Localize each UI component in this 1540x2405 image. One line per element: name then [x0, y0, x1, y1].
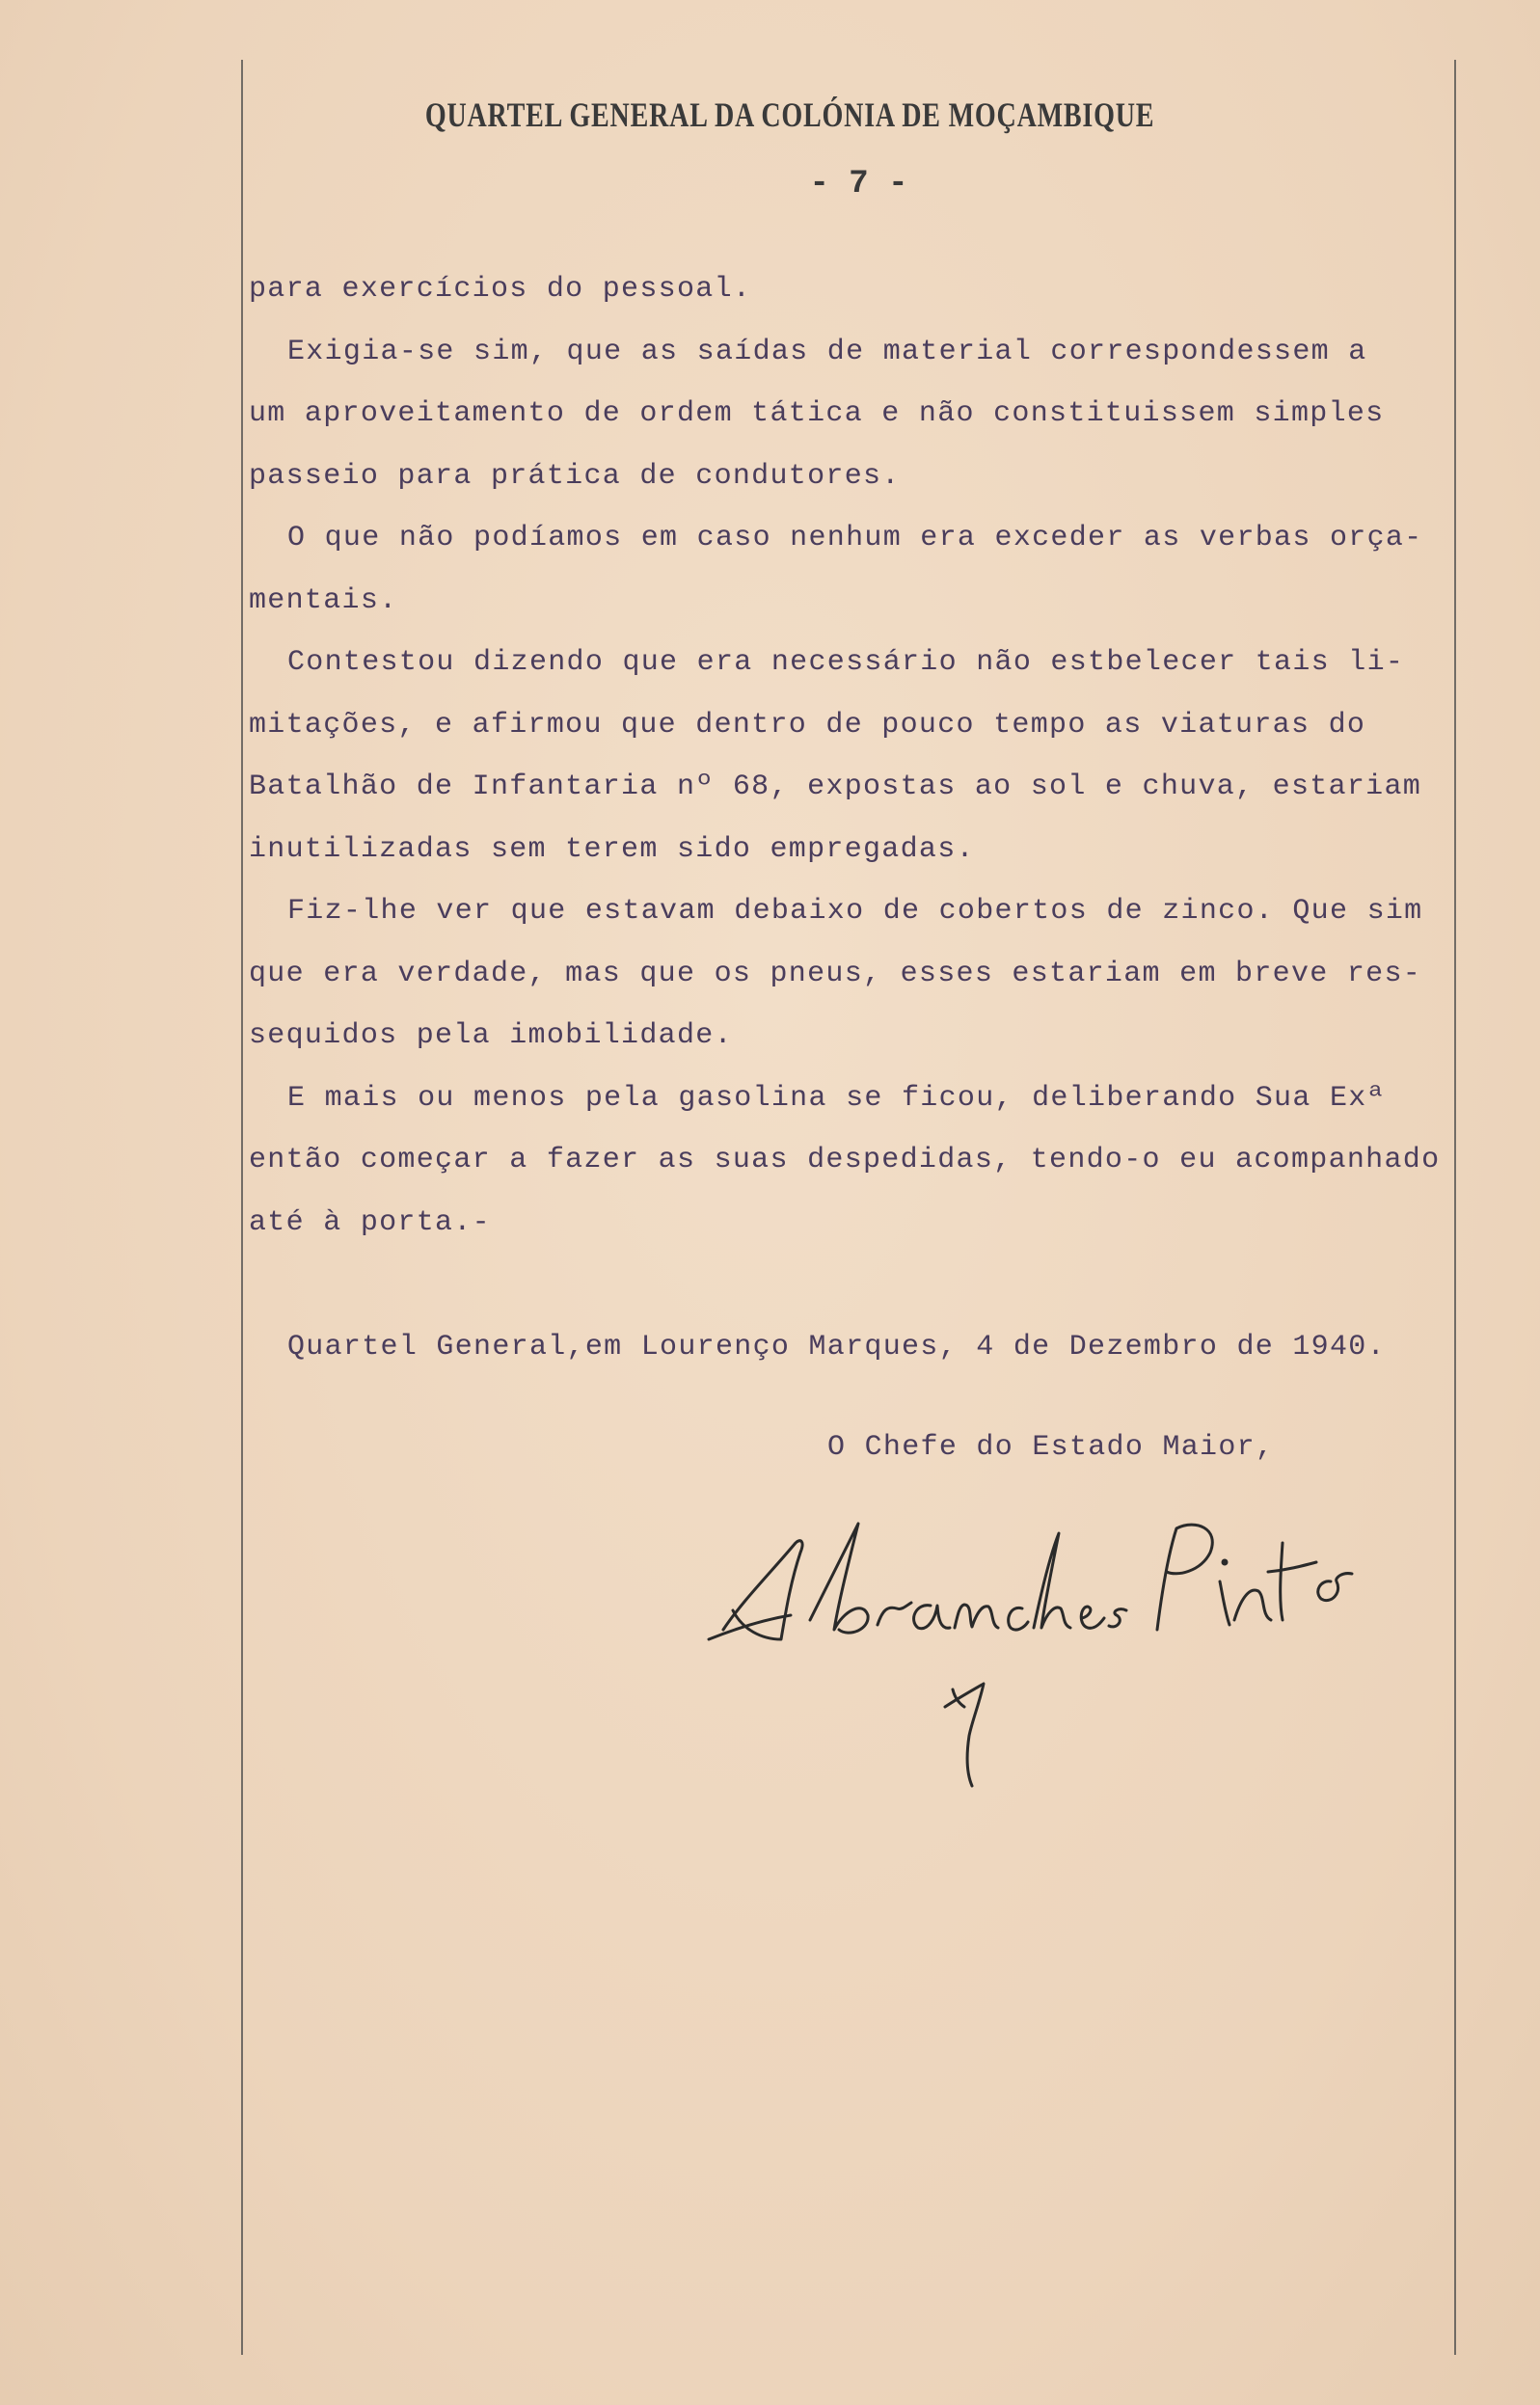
body-line: que era verdade, mas que os pneus, esses estariam em breve res-: [249, 957, 1422, 990]
body-line: mentais.: [249, 583, 398, 617]
body-line: O que não podíamos em caso nenhum era exceder as verbas orça-: [287, 522, 1423, 554]
letterhead-title: QUARTEL GENERAL DA COLÓNIA DE MOÇAMBIQUE: [424, 95, 1155, 134]
signoff: O Chefe do Estado Maior,: [827, 1431, 1275, 1464]
body-line: Batalhão de Infantaria nº 68, expostas ao sol e chuva, estariam: [249, 770, 1422, 803]
handwritten-signature: [704, 1485, 1398, 1794]
body-line: inutilizadas sem terem sido empregadas.: [249, 832, 975, 866]
body-line: até à porta.-: [249, 1205, 491, 1239]
body-line: Exigia-se sim, que as saídas de material correspondessem a: [287, 335, 1367, 368]
body-line: Contestou dizendo que era necessário não estbelecer tais li-: [287, 646, 1405, 679]
body-line: sequidos pela imobilidade.: [249, 1019, 733, 1052]
body-line: passeio para prática de condutores.: [249, 459, 901, 493]
body-line: então começar a fazer as suas despedidas, tendo-o eu acompanhado: [249, 1144, 1441, 1176]
page-number: - 7 -: [809, 166, 908, 203]
place-date: Quartel General,em Lourenço Marques, 4 de Dezembro de 1940.: [287, 1331, 1386, 1364]
body-line: para exercícios do pessoal.: [249, 273, 752, 306]
body-line: um aproveitamento de ordem tática e não constituissem simples: [249, 397, 1385, 430]
body-line: Fiz-lhe ver que estavam debaixo de cobertos de zinco. Que sim: [287, 895, 1423, 928]
left-margin-rule: [241, 60, 243, 2355]
body-line: mitações, e afirmou que dentro de pouco tempo as viaturas do: [249, 708, 1366, 742]
body-text: [249, 258, 1502, 1254]
body-line: E mais ou menos pela gasolina se ficou, deliberando Sua Exª: [287, 1081, 1386, 1115]
